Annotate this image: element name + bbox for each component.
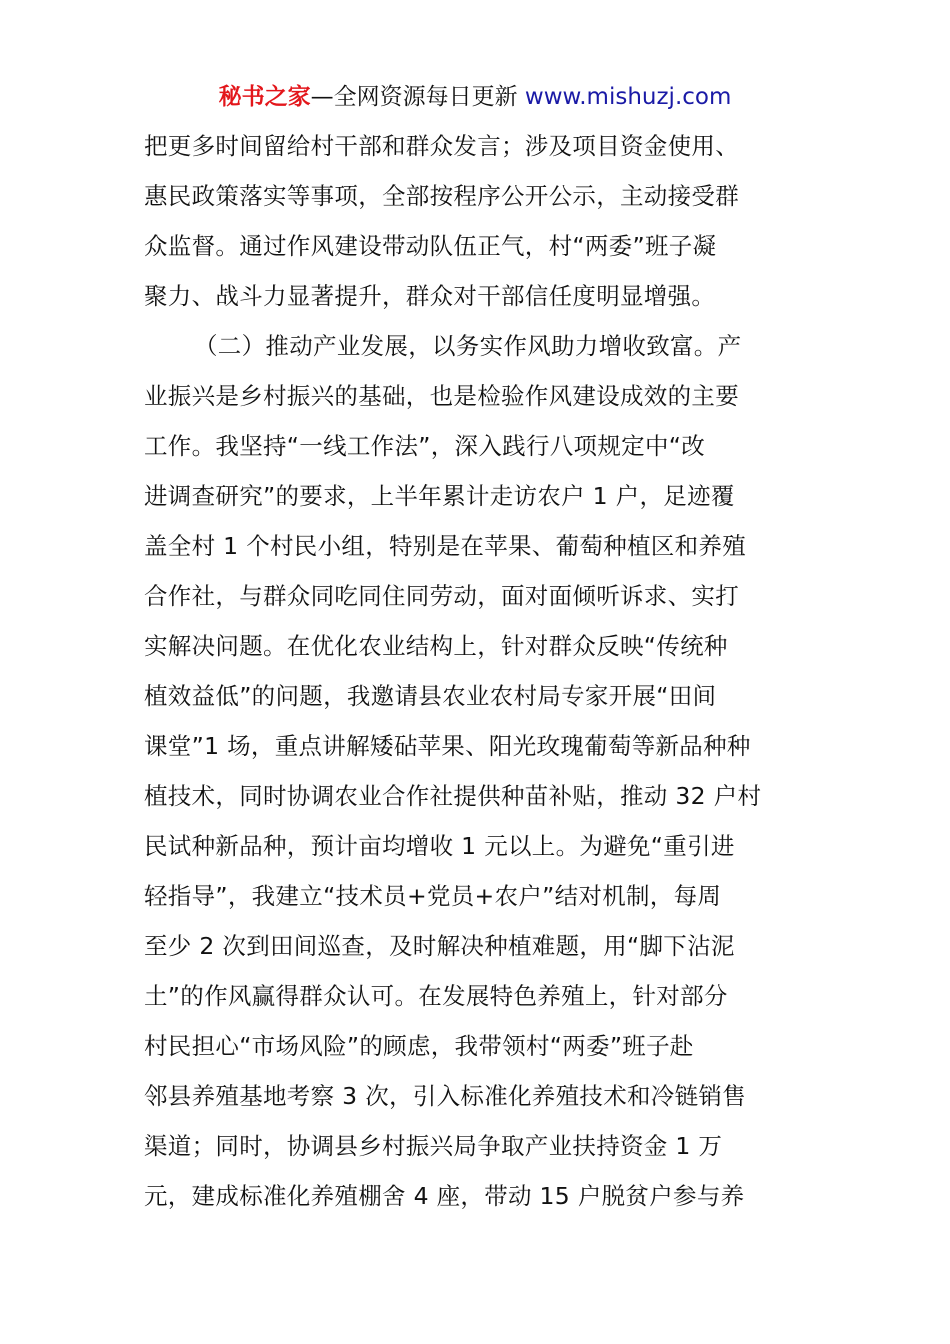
text-line: 众监督。通过作风建设带动队伍正气，村“两委”班子凝 [144,232,717,260]
text-line: 至少 2 次到田间巡查，及时解决种植难题，用“脚下沾泥 [144,932,735,960]
text-line: 合作社，与群众同吃同住同劳动，面对面倾听诉求、实打 [144,582,739,610]
text-line: 盖全村 1 个村民小组，特别是在苹果、葡萄种植区和养殖 [144,532,746,560]
text-line: 实解决问题。在优化农业结构上，针对群众反映“传统种 [144,632,728,660]
text-line: 土”的作风赢得群众认可。在发展特色养殖上，针对部分 [144,982,728,1010]
text-line: 聚力、战斗力显著提升，群众对干部信任度明显增强。 [144,282,716,310]
text-line: 把更多时间留给村干部和群众发言；涉及项目资金使用、 [144,132,739,160]
text-line: 渠道；同时，协调县乡村振兴局争取产业扶持资金 1 万 [144,1132,723,1160]
text-line: 村民担心“市场风险”的顾虑，我带领村“两委”班子赴 [144,1032,694,1060]
text-line: 轻指导”，我建立“技术员+党员+农户”结对机制，每周 [144,882,722,910]
text-line: 植技术，同时协调农业合作社提供种苗补贴，推动 32 户村 [144,782,762,810]
site-brand: 秘书之家 [218,84,311,110]
text-line: 元，建成标准化养殖棚舍 4 座，带动 15 户脱贫户参与养 [144,1182,745,1210]
text-line: 课堂”1 场，重点讲解矮砧苹果、阳光玫瑰葡萄等新品种种 [144,732,751,760]
site-url-link[interactable]: www.mishuzj.com [524,84,732,110]
text-line: 民试种新品种，预计亩均增收 1 元以上。为避免“重引进 [144,832,735,860]
text-line: 业振兴是乡村振兴的基础，也是检验作风建设成效的主要 [144,382,739,410]
text-line: 工作。我坚持“一线工作法”，深入践行八项规定中“改 [144,432,706,460]
text-line: 植效益低”的问题，我邀请县农业农村局专家开展“田间 [144,682,717,710]
site-header [0,80,950,114]
text-line: 邻县养殖基地考察 3 次，引入标准化养殖技术和冷链销售 [144,1082,746,1110]
paragraph-first-line: （二）推动产业发展，以务实作风助力增收致富。产 [194,332,742,360]
text-line: 惠民政策落实等事项，全部按程序公开公示，主动接受群 [144,182,739,210]
text-line: 进调查研究”的要求，上半年累计走访农户 1 户，足迹覆 [144,482,735,510]
document-body [144,121,824,1221]
site-tagline: —全网资源每日更新 [310,84,518,110]
